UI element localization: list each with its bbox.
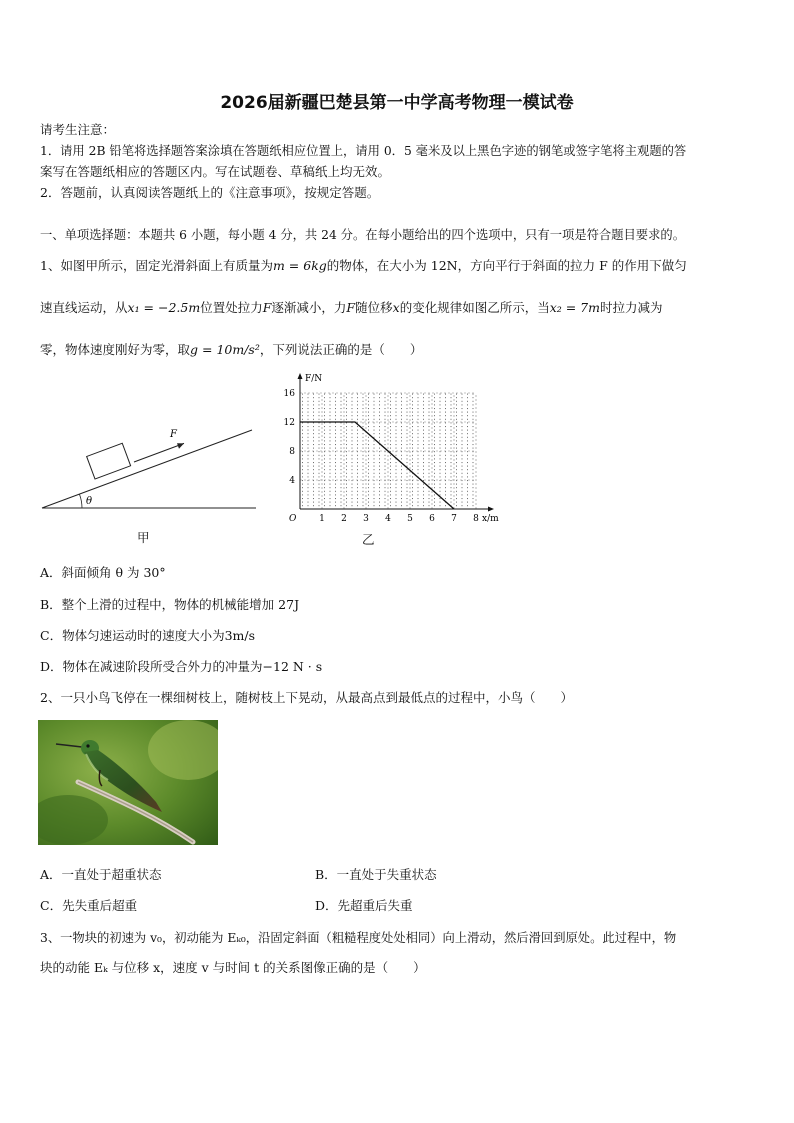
y-tick-label: 12 xyxy=(283,418,295,428)
y-axis-arrow xyxy=(298,373,303,379)
y-tick-label: 4 xyxy=(289,476,295,486)
q3-line-1: 3、一物块的初速为 v₀，初动能为 Eₖ₀，沿固定斜面（粗糙程度处处相同）向上滑动，然后滑回到原处。此过程中，物 xyxy=(40,931,677,945)
page-title: 2026届新疆巴楚县第一中学高考物理一模试卷 xyxy=(220,93,574,113)
y-tick-label: 8 xyxy=(289,447,295,457)
hummingbird-photo xyxy=(38,720,218,845)
x2-expression: x₂ = 7m xyxy=(549,300,600,315)
x-tick-label: 7 xyxy=(451,514,457,524)
x-tick-label: 6 xyxy=(429,514,435,524)
x1-expression: x₁ = −2.5m xyxy=(127,300,201,315)
figure-b-caption: 乙 xyxy=(362,532,375,547)
force-arrow-head xyxy=(177,443,184,449)
x-tick-label: 8 xyxy=(473,514,479,524)
x-tick-label: 3 xyxy=(363,514,369,524)
q1-line-1: 1、如图甲所示，固定光滑斜面上有质量为m = 6kg的物体，在大小为 12N，方向平行于斜面的拉力 F 的作用下做匀 xyxy=(40,258,687,273)
q1-option-a[interactable]: A．斜面倾角 θ 为 30° xyxy=(40,565,166,580)
q2-option-c[interactable]: C．先失重后超重 xyxy=(40,898,138,913)
q1-line-3: 零，物体速度刚好为零，取g = 10m/s²，下列说法正确的是（ ） xyxy=(40,342,423,357)
q2-option-d[interactable]: D．先超重后失重 xyxy=(315,898,413,913)
q1-option-d[interactable]: D．物体在减速阶段所受合外力的冲量为−12 N · s xyxy=(40,659,323,674)
x-axis-arrow xyxy=(488,507,494,512)
x-tick-label: 2 xyxy=(341,514,347,524)
y-tick-label: 16 xyxy=(283,389,295,399)
q1-option-b[interactable]: B．整个上滑的过程中，物体的机械能增加 27J xyxy=(40,597,300,612)
incline-line xyxy=(42,430,252,508)
force-label: F xyxy=(170,429,177,440)
section-heading: 一、单项选择题：本题共 6 小题，每小题 4 分，共 24 分。在每小题给出的四个选项中，只有一项是符合题目要求的。 xyxy=(40,228,685,242)
notice-item-1-line-1: 1．请用 2B 铅笔将选择题答案涂填在答题纸相应位置上，请用 0．5 毫米及以上黑色字迹的钢笔或签字笔将主观题的答 xyxy=(40,144,687,158)
q3-line-2: 块的动能 Eₖ 与位移 x，速度 v 与时间 t 的关系图像正确的是（ ） xyxy=(40,960,426,975)
figure-a-caption: 甲 xyxy=(137,530,150,545)
block xyxy=(87,443,131,479)
force-displacement-chart xyxy=(280,372,510,532)
notice-item-1-line-2: 案写在答题纸相应的答题区内。写在试题卷、草稿纸上均无效。 xyxy=(40,164,391,179)
mass-expression: m = 6kg xyxy=(272,258,327,273)
angle-arc xyxy=(80,494,83,508)
x-tick-label: 1 xyxy=(319,514,325,524)
q2-stem: 2、一只小鸟飞停在一棵细树枝上，随树枝上下晃动，从最高点到最低点的过程中，小鸟（ ） xyxy=(40,690,573,705)
g-expression: g = 10m/s² xyxy=(190,342,260,357)
notice-heading: 请考生注意： xyxy=(40,122,116,137)
q1-option-c[interactable]: C．物体匀速运动时的速度大小为3m/s xyxy=(40,628,255,643)
q2-option-b[interactable]: B．一直处于失重状态 xyxy=(315,867,437,882)
x-tick-label: 4 xyxy=(385,514,391,524)
angle-label: θ xyxy=(86,496,93,507)
y-axis-label: F/N xyxy=(305,374,323,384)
x-axis-label: x/m xyxy=(482,514,499,524)
notice-item-2: 2．答题前，认真阅读答题纸上的《注意事项》，按规定答题。 xyxy=(40,185,380,200)
force-arrow xyxy=(134,443,184,462)
origin-label: O xyxy=(289,514,297,524)
q1-line-2: 速直线运动，从x₁ = −2.5m位置处拉力F逐渐减小，力F随位移x的变化规律如图乙所示，当x₂ = 7m时拉力减为 xyxy=(40,300,663,315)
incline-diagram xyxy=(38,420,258,520)
q2-option-a[interactable]: A．一直处于超重状态 xyxy=(40,867,162,882)
x-tick-label: 5 xyxy=(407,514,413,524)
